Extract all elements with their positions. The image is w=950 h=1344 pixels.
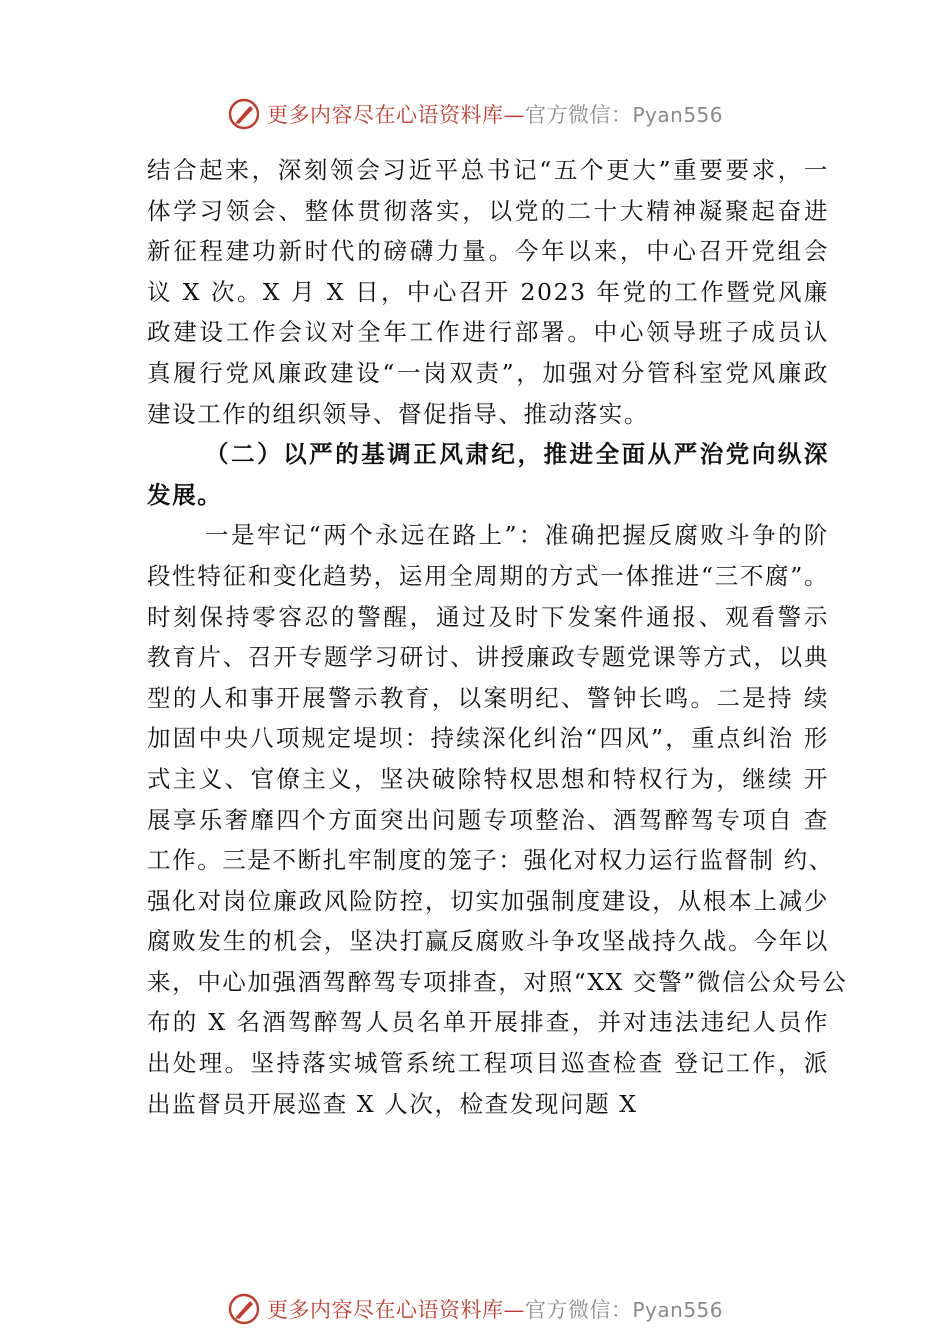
- body-line: 加固中央八项规定堤坝：持续深化纠治“四风”，重点纠治 形: [147, 724, 829, 753]
- footer-dash: —: [503, 1298, 525, 1322]
- body-line: 新征程建功新时代的磅礴力量。今年以来，中心召开党组会: [147, 237, 829, 266]
- header-wechat-id: Pyan556: [632, 103, 723, 127]
- body-line: 建设工作的组织领导、督促指导、推动落实。: [147, 399, 649, 428]
- section-heading: （二）以严的基调正风肃纪，推进全面从严治党向纵深: [205, 440, 829, 469]
- header-text: [267, 99, 723, 129]
- body-line: 腐败发生的机会，坚决打赢反腐败斗争攻坚战持久战。今年以: [147, 927, 829, 956]
- body-line: 出处理。坚持落实城管系统工程项目巡查检查 登记工作，派: [147, 1049, 829, 1078]
- page-footer-banner: [0, 1287, 950, 1331]
- body-line: 结合起来，深刻领会习近平总书记“五个更大”重要要求，一: [147, 156, 829, 184]
- body-line: 工作。三是不断扎牢制度的笼子：强化对权力运行监督制 约、: [147, 846, 834, 875]
- body-line: 来，中心加强酒驾醉驾专项排查，对照“XX 交警”微信公众号公: [147, 967, 848, 996]
- footer-text: [267, 1294, 723, 1324]
- footer-official-label: 官方微信：: [524, 1298, 633, 1322]
- header-official-label: 官方微信：: [524, 103, 633, 127]
- quill-logo-icon: [227, 97, 261, 131]
- document-body: [147, 150, 848, 1124]
- body-line: 议 X 次。X 月 X 日，中心召开 2023 年党的工作暨党风廉: [147, 277, 829, 306]
- body-line: 出监督员开展巡查 X 人次，检查发现问题 X: [147, 1089, 638, 1118]
- body-line: 一是牢记“两个永远在路上”：准确把握反腐败斗争的阶: [205, 521, 829, 550]
- page-header-banner: [0, 92, 950, 136]
- header-dash: —: [503, 103, 525, 127]
- body-line: 强化对岗位廉政风险防控，切实加强制度建设，从根本上减少: [147, 886, 829, 915]
- body-line: 体学习领会、整体贯彻落实，以党的二十大精神凝聚起奋进: [147, 196, 829, 225]
- footer-site-name: 更多内容尽在心语资料库: [266, 1298, 504, 1322]
- body-line: 展享乐奢靡四个方面突出问题专项整治、酒驾醉驾专项自 查: [147, 805, 829, 834]
- body-line: 布的 X 名酒驾醉驾人员名单开展排查，并对违法违纪人员作: [147, 1008, 829, 1037]
- body-line: 段性特征和变化趋势，运用全周期的方式一体推进“三不腐”。: [147, 561, 829, 590]
- body-line: 教育片、召开专题学习研讨、讲授廉政专题党课等方式，以典: [147, 643, 829, 672]
- section-heading-continued: 发展。: [147, 480, 223, 509]
- header-site-name: 更多内容尽在心语资料库: [266, 103, 504, 127]
- body-line: 政建设工作会议对全年工作进行部署。中心领导班子成员认: [147, 318, 829, 347]
- footer-wechat-id: Pyan556: [632, 1298, 723, 1322]
- body-line: 型的人和事开展警示教育，以案明纪、警钟长鸣。二是持 续: [147, 683, 829, 712]
- body-line: 式主义、官僚主义，坚决破除特权思想和特权行为，继续 开: [147, 764, 829, 793]
- quill-logo-icon: [227, 1292, 261, 1326]
- body-line: 真履行党风廉政建设“一岗双责”，加强对分管科室党风廉政: [147, 358, 829, 387]
- body-line: 时刻保持零容忍的警醒，通过及时下发案件通报、观看警示: [147, 602, 829, 631]
